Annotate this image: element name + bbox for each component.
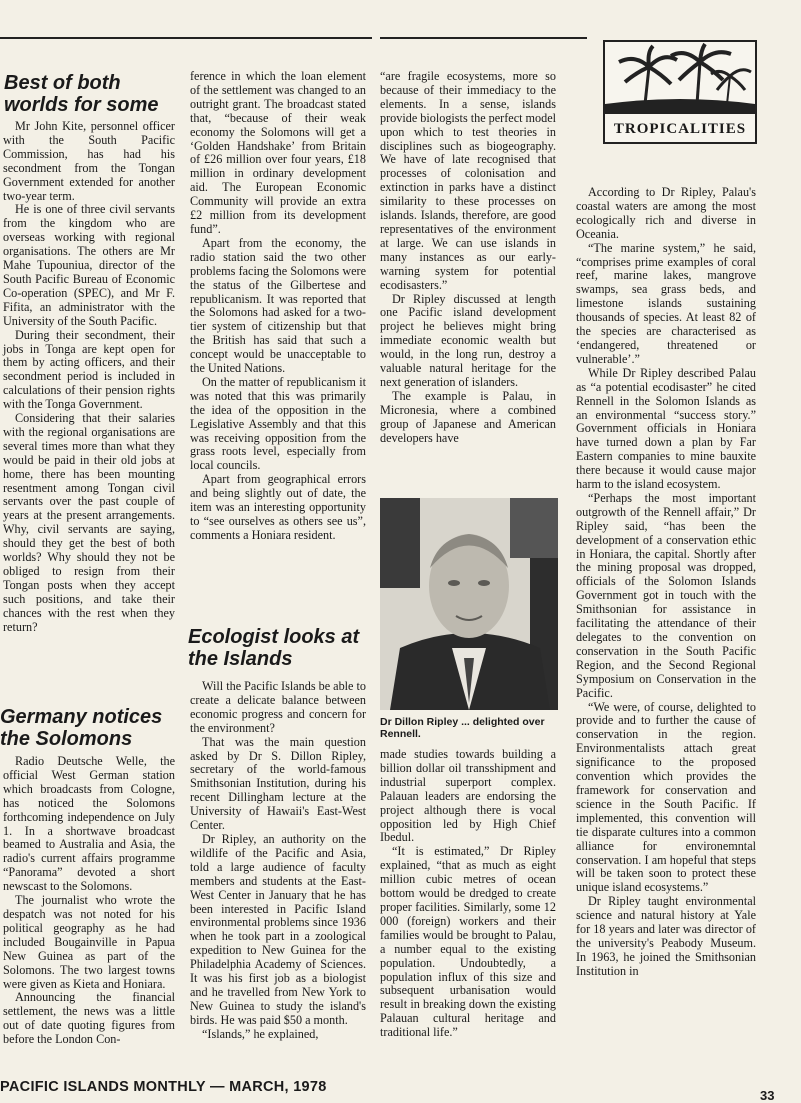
paragraph: made studies towards building a billion dollar oil transshipment and industrial superport complex. Palauan leaders are endorsing the project although there is vocal opposition led by High Chief Ibedul. [380, 747, 556, 845]
paragraph: Dr Ripley, an authority on the wildlife of the Pacific and Asia, told a large audience of faculty members and students at the East-West Center in January that he has been interested in Pacific Island environmental problems since 1936 when he took part in a zoological expedition to New Guinea for the Philadelphia Academy of Sciences. It was his first job as a biologist and he travelled from New York to New Guinea to study the island's birds. He was paid $50 a month. [190, 831, 366, 1027]
paragraph: Announcing the financial settlement, the news was a little out of date quoting figures from before the London Con- [3, 990, 175, 1047]
article-headline: Ecologist looks at the Islands [188, 626, 360, 670]
paragraph: “Perhaps the most important outgrowth of the Rennell affair,” Dr Ripley said, “has been the development of a conservation ethic in Honiara, the capital. Shortly after the mining proposal was dropped, officials of the Solomon Islands Government got in touch with the Smithsonian for assistance in facilitating the attendance of their delegates to the convention on conservation in the South Pacific Region, and the Second Regional Symposium on Conservation in the Pacific. [576, 490, 756, 700]
paragraph: The journalist who wrote the despatch was not noted for his political geography as he had included Bougainville in Papua New Guinea as part of the Solomons. The two largest towns were given as Kieta and Honiara. [3, 893, 175, 991]
paragraph: According to Dr Ripley, Palau's coastal waters are among the most ecologically rich and diverse in Oceania. [576, 185, 756, 241]
palm-trees-icon [605, 42, 755, 114]
paragraph: Mr John Kite, personnel officer with the South Pacific Commission, has had his secondment from the Tongan Government extended for another two-year term. [3, 119, 175, 203]
paragraph: Radio Deutsche Welle, the official West German station which broadcasts from Cologne, has noticed the Solomons forthcoming independence on July 1. In a shortwave broadcast beamed to Australia and Asia, the radio's current affairs programme “Panorama” devoted a short newscast to the Solomons. [3, 754, 175, 894]
paragraph: Considering that their salaries with the regional organisations are several times more than what they would be paid in their old jobs at home, there has been mounting resentment among Tongan civil servants over the past couple of years at the present arrangements. Why, civil servants are saying, should they get the best of both worlds? Why should they not be obliged to resign from their Tongan posts when they accept such positions, and take their chances with the rest when they return? [3, 411, 175, 634]
paragraph: Dr Ripley taught environmental science and natural history at Yale for 18 years and later was director of the university's Peabody Museum. In 1963, he joined the Smithsonian Institution in [576, 894, 756, 978]
article-column [190, 680, 366, 1042]
photo-caption: Dr Dillon Ripley ... delighted over Rennell. [380, 716, 545, 740]
portrait-photo [380, 498, 558, 710]
portrait-illustration [380, 498, 558, 710]
paragraph: That was the main question asked by Dr S. Dillon Ripley, secretary of the world-famous Smithsonian Institution, during his recent Dillingham lecture at the University of Hawaii's East-West Center. [190, 734, 366, 833]
paragraph: Dr Ripley discussed at length one Pacific island development project he believes might bring immediate economic wealth but would, in the long run, destroy a valuable natural heritage for the next generation of islanders. [380, 291, 556, 389]
article-column [3, 755, 175, 1047]
paragraph: “We were, of course, delighted to provide and to further the cause of conservation in the region. Environmentalists attach great significance to the proposed convention which provides the framework for conservation and science in the South Pacific. If implemented, this convention will tie disparate cultures into a common alliance for environemntal conservation. I am hopeful that steps will be taken soon to protect these unique island ecosystems.” [576, 699, 756, 895]
page-number: 33 [760, 1088, 775, 1103]
section-badge-title: TROPICALITIES [613, 121, 747, 137]
paragraph: Apart from the economy, the radio station said the two other problems facing the Solomons were the status of the Gilbertese and republicanism. It was reported that the Solomons had asked for a two-tier system of citizenship but that the British has said that such a concept would be unacceptable to the United Nations. [190, 235, 366, 376]
paragraph: ference in which the loan element of the settlement was changed to an outright grant. The broadcast stated that, “because of their weak economy the Solomons will get a ‘Golden Handshake’ from Britain of £26 million over four years, £18 million in ordinary development aid. The European Economic Community will provide an extra £2 million from its development fund”. [190, 69, 366, 236]
paragraph: He is one of three civil servants from the kingdom who are overseas working with regional organisations. The others are Mr Mahe Tupouniua, director of the South Pacific Bureau of Economic Co-operation (SPEC), and Mr F. Fifita, an administrator with the University of the South Pacific. [3, 202, 175, 328]
paragraph: “are fragile ecosystems, more so because of their immediacy to the elements. In a sense, islands provide biologists the perfect model upon which to test theories in disciplines such as biogeography. We have of late recognised that processes of colonisation and extinction in parks have a distinct similarity to these processes on islands. Islands, therefore, are good representatives of the environment at large. We can use islands in many instances as our early-warning system for potential ecodisasters.” [380, 69, 556, 292]
paragraph: “Islands,” he explained, [202, 1026, 319, 1041]
article-column [380, 70, 556, 445]
top-rule [0, 37, 372, 39]
paragraph: While Dr Ripley described Palau as “a potential ecodisaster” he cited Rennell in the Solomon Islands as an environmental “success story.” Government officials in Honiara have turned down a plan by Far Eastern companies to mine bauxite there because it would cause major harm to the island ecosystem. [576, 365, 756, 492]
paragraph: During their secondment, their jobs in Tonga are kept open for them by acting officers, and their secondment period is included in calculations of their pension rights with the Tonga Government. [3, 327, 175, 412]
top-rule [380, 37, 587, 39]
paragraph: On the matter of republicanism it was noted that this was primarily the idea of the opposition in the Legislative Assembly and that this was receiving opposition from the grass roots level, especially from local councils. [190, 374, 366, 473]
paragraph: The example is Palau, in Micronesia, where a combined group of Japanese and American developers have [380, 388, 556, 445]
paragraph: Will the Pacific Islands be able to create a delicate balance between economic progress and concern for the environment? [190, 679, 366, 735]
article-headline: Germany notices the Solomons [0, 706, 163, 750]
article-column [3, 120, 175, 635]
article-column [576, 186, 756, 979]
paragraph: “It is estimated,” Dr Ripley explained, “that as much as eight million cubic metres of ocean bottom would be dredged to create proper facilities. Similarly, some 12 000 (foreign) workers and their families would be brought to Palau, a number equal to the existing population. Undoubtedly, a population influx of this size and subsequent urbanisation would result in breaking down the existing Palauan cultural heritage and traditional life.” [380, 844, 556, 1040]
section-badge [603, 40, 757, 144]
article-column [380, 748, 556, 1040]
page-footer: PACIFIC ISLANDS MONTHLY — MARCH, 1978 [0, 1079, 327, 1095]
paragraph: “The marine system,” he said, “comprises prime examples of coral reef, marine lakes, mangrove swamps, sea grass beds, and limestone islands sustaining thousands of species. At least 82 of the species are characterised as ‘endangered, threatened or vulnerable’.” [576, 240, 756, 366]
article-headline: Best of both worlds for some [4, 72, 159, 116]
paragraph: Apart from geographical errors and being slightly out of date, the item was an interesting opportunity to “see ourselves as others see us”, comments a Honiara resident. [190, 472, 366, 542]
article-column [190, 70, 366, 543]
